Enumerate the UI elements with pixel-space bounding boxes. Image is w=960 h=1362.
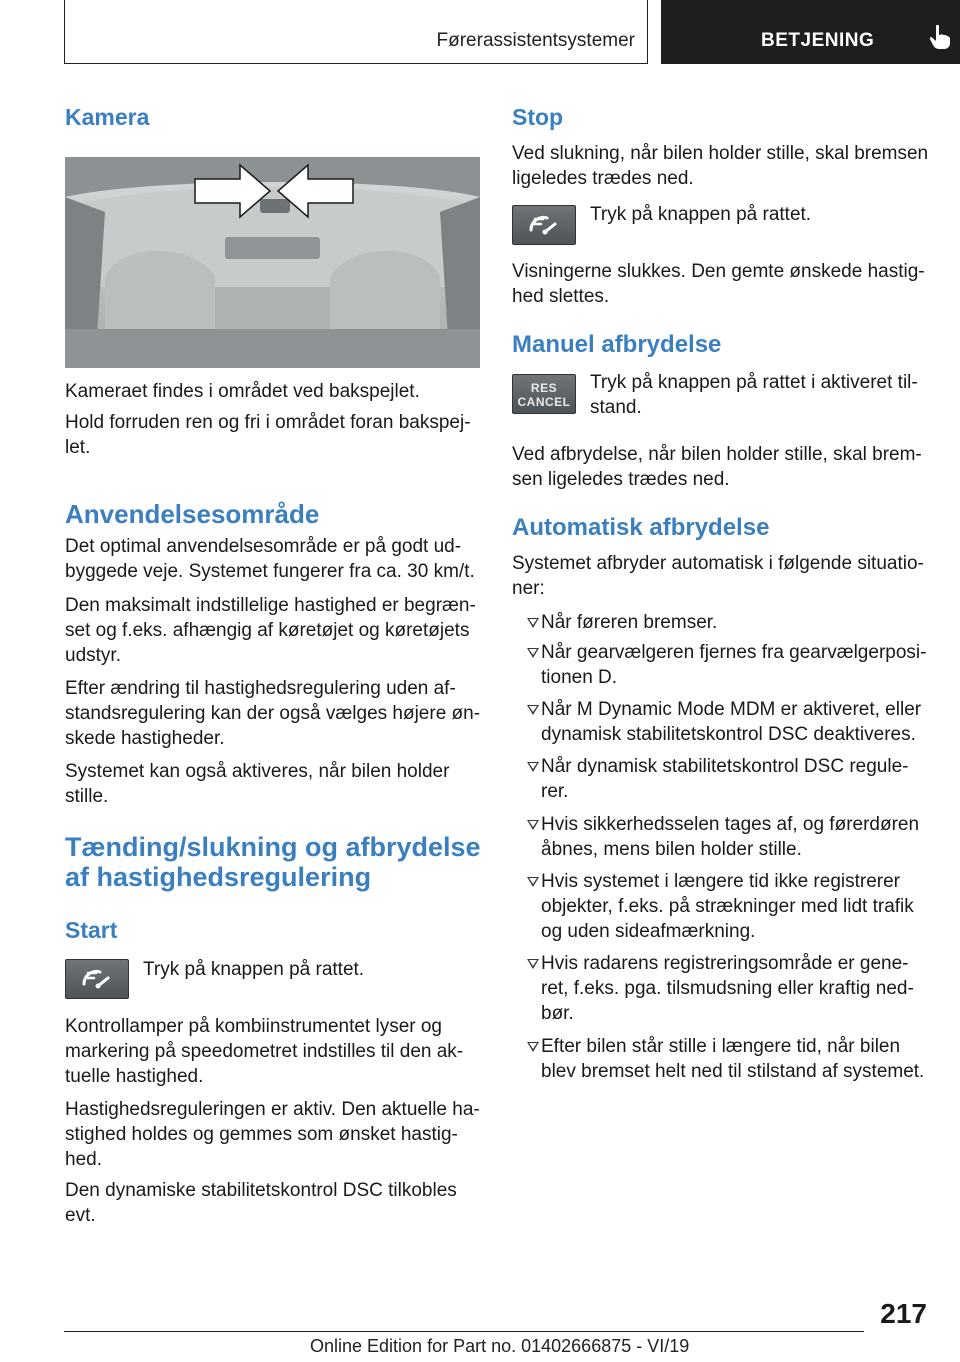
start-heading: Start — [65, 917, 118, 943]
kamera-heading: Kamera — [65, 104, 150, 130]
automatisk-afbrydelse-heading: Automatisk afbrydelse — [512, 514, 770, 541]
car-interior-illustration — [65, 157, 480, 368]
list-item — [512, 1034, 932, 1084]
anv-p1-line-2: byggede veje. Systemet fungerer fra ca. 30 km/t. — [65, 561, 475, 582]
start-p1-line-2: markering på speedometret indstilles til den ak- — [65, 1041, 464, 1062]
anv-p2-line-2: set og f.eks. afhængig af køretøjet og køretøjets — [65, 620, 470, 641]
anv-p1-line-1: Det optimal anvendelsesområde er på godt ud- — [65, 536, 462, 557]
anvendelsesomraade-heading: Anvendelsesområde — [65, 499, 320, 529]
bullet-triangle-icon — [527, 762, 539, 772]
stop-p1-line-1: Ved slukning, når bilen holder stille, skal bremsen — [512, 143, 929, 164]
list-item-line: og uden sideafmærkning. — [541, 921, 756, 942]
res-label: RES — [530, 381, 558, 395]
taending-heading-line-1: Tænding/slukning og afbrydelse — [65, 832, 481, 862]
start-p2-line-2: stighed holdes og gemmes som ønsket hastig- — [65, 1124, 458, 1145]
header-section-title: Førerassistentsystemer — [436, 30, 635, 51]
list-item-line: åbnes, mens bilen holder stille. — [541, 839, 802, 860]
list-item-line: Når dynamisk stabilitetskontrol DSC regule- — [541, 756, 909, 777]
stop-heading: Stop — [512, 104, 564, 130]
anv-p2-line-1: Den maksimalt indstillelige hastighed er begræn- — [65, 595, 476, 616]
list-item-line: rer. — [541, 781, 569, 802]
kamera-paragraph-1: Kameraet findes i området ved bakspejlet. — [65, 381, 420, 402]
anv-p4-line-2: stille. — [65, 786, 109, 807]
manuel-p1-line-1: Ved afbrydelse, når bilen holder stille, skal brem- — [512, 444, 922, 465]
header-chapter-title: BETJENING — [761, 30, 875, 51]
list-item-line: blev bremset helt ned til stilstand af systemet. — [541, 1061, 925, 1082]
bullet-triangle-icon — [527, 877, 539, 887]
anv-p4-line-1: Systemet kan også aktiveres, når bilen holder — [65, 761, 450, 782]
list-item — [512, 697, 932, 747]
stop-p1-line-2: ligeledes trædes ned. — [512, 168, 694, 189]
anv-p3-line-2: standsregulering kan der også vælges højere øn- — [65, 703, 481, 724]
footer-edition: Online Edition for Part no. 01402666875 - VI/19 — [310, 1336, 690, 1356]
taending-heading-line-2: af hastighedsregulering — [65, 862, 372, 892]
speedometer-icon — [66, 960, 128, 998]
start-p1-line-1: Kontrollamper på kombiinstrumentet lyser og — [65, 1016, 443, 1037]
start-p3-line-2: evt. — [65, 1205, 96, 1226]
manuel-button-instruction-line-1: Tryk på knappen på rattet i aktiveret til- — [590, 372, 918, 393]
list-item — [512, 610, 932, 635]
list-item-line: Hvis systemet i længere tid ikke registrerer — [541, 871, 900, 892]
bullet-triangle-icon — [527, 1042, 539, 1052]
list-item — [512, 951, 932, 1026]
list-item — [512, 754, 932, 804]
pointing-hand-icon — [929, 24, 951, 50]
header-section-box — [64, 0, 648, 64]
stop-button-instruction: Tryk på knappen på rattet. — [590, 204, 812, 225]
list-item-line: Når gearvælgeren fjernes fra gearvælgerposi- — [541, 642, 927, 663]
speedometer-icon — [513, 206, 575, 244]
start-p1-line-3: tuelle hastighed. — [65, 1066, 204, 1087]
anv-p2-line-3: udstyr. — [65, 645, 121, 666]
camera-location-photo — [65, 157, 480, 368]
anv-p3-line-1: Efter ændring til hastighedsregulering uden af- — [65, 678, 456, 699]
manuel-afbrydelse-heading: Manuel afbrydelse — [512, 331, 722, 358]
page-number: 217 — [880, 1298, 927, 1329]
cancel-label: CANCEL — [517, 395, 571, 409]
bullet-triangle-icon — [527, 959, 539, 969]
list-item-line: objekter, f.eks. på strækninger med lidt trafik — [541, 896, 914, 917]
kamera-paragraph-2-line-2: let. — [65, 437, 91, 458]
header-chapter-box — [661, 0, 960, 64]
footer-divider — [64, 1331, 864, 1332]
list-item-line: bør. — [541, 1003, 574, 1024]
list-item-line: tionen D. — [541, 667, 618, 688]
list-item — [512, 812, 932, 862]
list-item — [512, 640, 932, 690]
list-item-line: Når M Dynamic Mode MDM er aktiveret, eller — [541, 699, 922, 720]
anv-p3-line-3: skede hastigheder. — [65, 728, 225, 749]
manuel-button-instruction-line-2: stand. — [590, 397, 642, 418]
list-item-line: Hvis radarens registreringsområde er gene- — [541, 953, 909, 974]
kamera-paragraph-2-line-1: Hold forruden ren og fri i området foran bakspej- — [65, 412, 471, 433]
bullet-triangle-icon — [527, 648, 539, 658]
bullet-triangle-icon — [527, 618, 539, 628]
list-item — [512, 869, 932, 944]
list-item-line: ret, f.eks. pga. tilsmudsning eller kraftig ned- — [541, 978, 914, 999]
start-p2-line-3: hed. — [65, 1149, 102, 1170]
start-p3-line-1: Den dynamiske stabilitetskontrol DSC tilkobles — [65, 1180, 457, 1201]
bullet-triangle-icon — [527, 705, 539, 715]
res-cancel-button-image — [512, 374, 576, 414]
list-item-line: Når føreren bremser. — [541, 612, 718, 633]
manuel-p1-line-2: sen ligeledes trædes ned. — [512, 469, 730, 490]
cruise-control-off-button-image — [512, 205, 576, 245]
auto-p1-line-2: ner: — [512, 578, 545, 599]
start-button-instruction: Tryk på knappen på rattet. — [143, 959, 365, 980]
stop-p2-line-2: hed slettes. — [512, 286, 610, 307]
stop-p2-line-1: Visningerne slukkes. Den gemte ønskede hastig- — [512, 261, 925, 282]
bullet-triangle-icon — [527, 820, 539, 830]
start-p2-line-1: Hastighedsreguleringen er aktiv. Den aktuelle ha- — [65, 1099, 480, 1120]
list-item-line: dynamisk stabilitetskontrol DSC deaktiveres. — [541, 724, 916, 745]
list-item-line: Hvis sikkerhedsselen tages af, og førerdøren — [541, 814, 920, 835]
cruise-control-button-image — [65, 959, 129, 999]
auto-p1-line-1: Systemet afbryder automatisk i følgende situatio- — [512, 553, 924, 574]
list-item-line: Efter bilen står stille i længere tid, når bilen — [541, 1036, 901, 1057]
